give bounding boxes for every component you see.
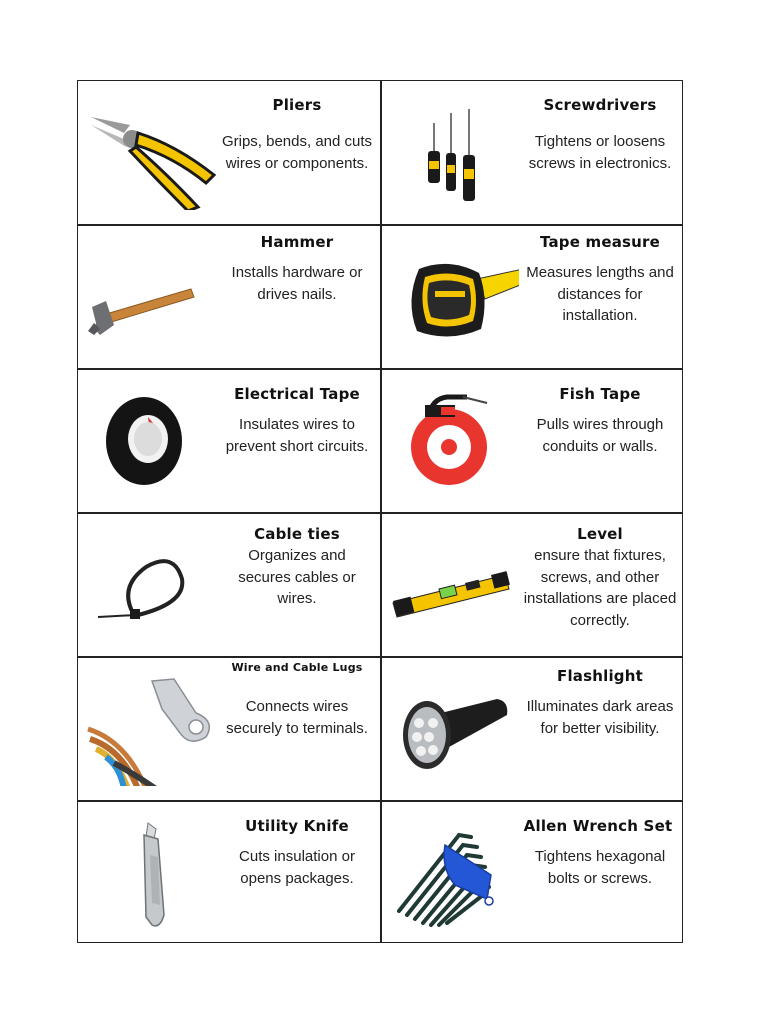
hammer-icon [86,239,216,354]
card-title: Screwdrivers [543,96,657,114]
fish-tape-icon [389,383,519,498]
wire-lug-icon [86,671,216,786]
card-title: Tape measure [539,233,661,251]
electrical-tape-icon [86,383,216,498]
card-title: Cable ties [254,525,340,543]
card-cable-ties [78,513,380,657]
tape-measure-icon [389,239,519,354]
card-description: Grips, bends, and cuts wires or components. [221,133,373,172]
card-description: Pulls wires through conduits or walls. [536,416,664,455]
card-description: Organizes and secures cables or wires. [238,547,356,607]
allen-wrench-icon [389,815,519,930]
card-description: Tightens hexagonal bolts or screws. [534,848,666,887]
card-title: Pliers [272,96,322,114]
tools-grid [77,80,683,943]
card-description: Cuts insulation or opens packages. [239,848,355,887]
pliers-icon [86,95,216,210]
card-description: ensure that fixtures, screws, and other installations are placed correctly. [523,547,677,629]
card-level [381,513,683,657]
level-icon [389,527,519,642]
card-description: Measures lengths and distances for installation. [526,264,674,324]
card-title: Utility Knife [245,817,349,835]
card-title: Hammer [260,233,334,251]
card-description: Connects wires securely to terminals. [226,698,368,737]
card-title: Allen Wrench Set [523,817,673,835]
card-allen-wrench [381,801,683,945]
cable-tie-icon [86,527,216,642]
card-wire-lugs [78,657,380,801]
card-description: Insulates wires to prevent short circuits. [225,416,369,455]
card-hammer [78,225,380,369]
card-flashlight [381,657,683,801]
card-screwdrivers [381,81,683,225]
card-description: Installs hardware or drives nails. [231,264,363,303]
card-description: Illuminates dark areas for better visibility. [526,698,674,737]
card-tape-measure [381,225,683,369]
card-title: Wire and Cable Lugs [231,661,363,674]
card-utility-knife [78,801,380,945]
card-title: Electrical Tape [234,385,360,403]
card-description: Tightens or loosens screws in electronics. [528,133,672,172]
flashlight-icon [389,671,519,786]
utility-knife-icon [86,815,216,930]
card-title: Flashlight [557,667,643,685]
screwdrivers-icon [389,95,519,210]
card-title: Level [577,525,623,543]
card-electrical-tape [78,369,380,513]
card-title: Fish Tape [559,385,641,403]
card-fish-tape [381,369,683,513]
card-pliers [78,81,380,225]
